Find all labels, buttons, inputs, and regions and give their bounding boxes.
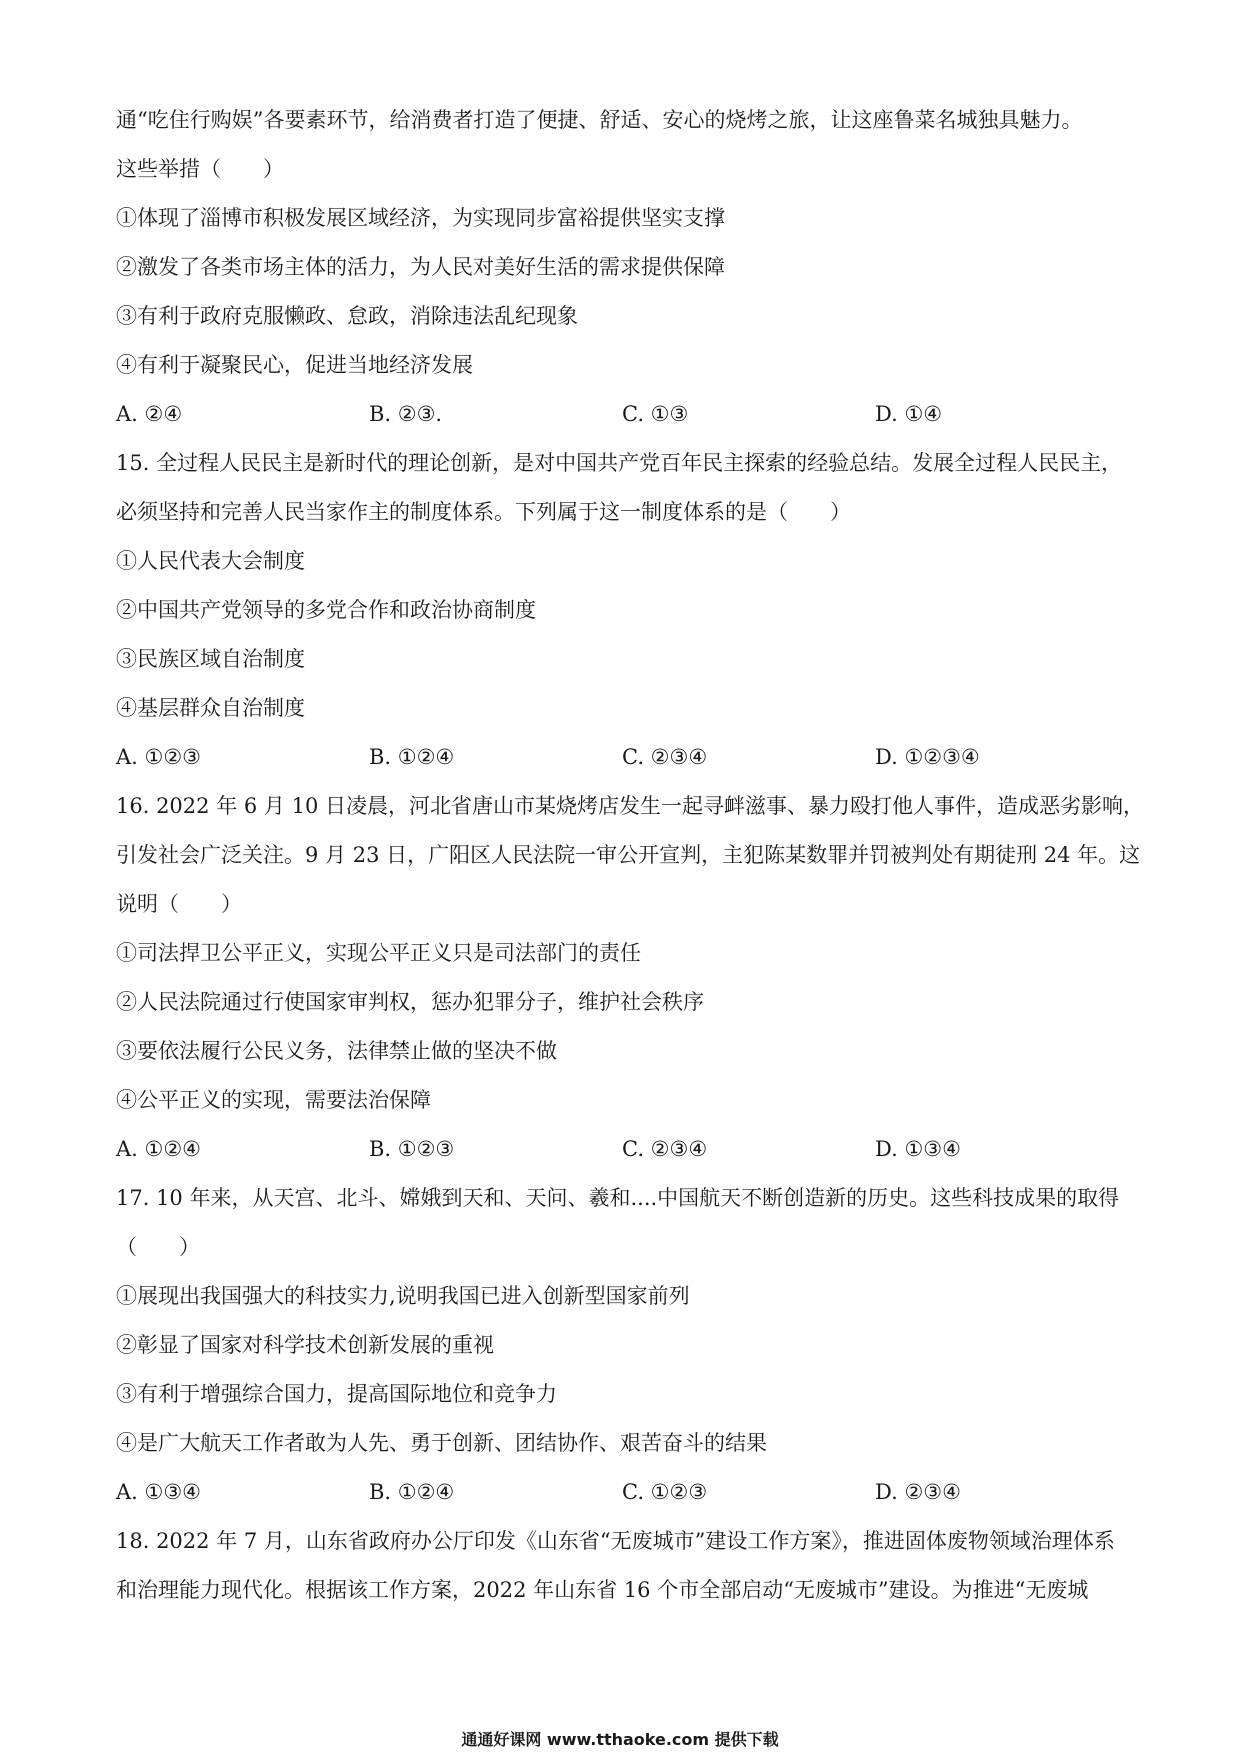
q15-option-a: A. ①②③ <box>116 745 201 769</box>
q15-options <box>116 733 1136 782</box>
q14-option-c: C. ①③ <box>622 402 689 426</box>
q15-option-c: C. ②③④ <box>622 745 708 769</box>
q15-option-d: D. ①②③④ <box>875 745 980 769</box>
q18-stem-line-1: 18. 2022 年 7 月，山东省政府办公厅印发《山东省“无废城市”建设工作方案》，推进固体废物领域治理体系 <box>116 1529 1115 1553</box>
q15-stem-line-1: 15. 全过程人民民主是新时代的理论创新，是对中国共产党百年民主探索的经验总结。发展全过程人民民主， <box>116 451 1123 475</box>
q14-item-1: ①体现了淄博市积极发展区域经济，为实现同步富裕提供坚实支撑 <box>116 206 725 230</box>
q16-item-1: ①司法捍卫公平正义，实现公平正义只是司法部门的责任 <box>116 941 641 965</box>
q16-item-2: ②人民法院通过行使国家审判权，惩办犯罪分子，维护社会秩序 <box>116 990 704 1014</box>
q18-stem-line-2: 和治理能力现代化。根据该工作方案，2022 年山东省 16 个市全部启动“无废城市”建设。为推进“无废城 <box>116 1578 1089 1602</box>
q17-stem-line-2: （ ） <box>116 1235 200 1259</box>
q16-options <box>116 1125 1136 1174</box>
q16-stem-line-3: 说明（ ） <box>116 892 242 916</box>
q14-stem-line-1: 通“吃住行购娱”各要素环节，给消费者打造了便捷、舒适、安心的烧烤之旅，让这座鲁菜名城独具魅力。 <box>116 108 1083 132</box>
q17-option-c: C. ①②③ <box>622 1480 708 1504</box>
q16-option-a: A. ①②④ <box>116 1137 201 1161</box>
q16-stem-line-1: 16. 2022 年 6 月 10 日凌晨，河北省唐山市某烧烤店发生一起寻衅滋事、暴力殴打他人事件，造成恶劣影响， <box>116 794 1144 818</box>
q16-item-4: ④公平正义的实现，需要法治保障 <box>116 1088 431 1112</box>
q16-option-b: B. ①②③ <box>369 1137 455 1161</box>
q14-item-4: ④有利于凝聚民心，促进当地经济发展 <box>116 353 473 377</box>
q17-option-a: A. ①③④ <box>116 1480 201 1504</box>
q17-item-1: ①展现出我国强大的科技实力,说明我国已进入创新型国家前列 <box>116 1284 690 1308</box>
q15-item-2: ②中国共产党领导的多党合作和政治协商制度 <box>116 598 536 622</box>
q15-item-4: ④基层群众自治制度 <box>116 696 305 720</box>
q17-item-3: ③有利于增强综合国力，提高国际地位和竞争力 <box>116 1382 557 1406</box>
q15-item-3: ③民族区域自治制度 <box>116 647 305 671</box>
q14-option-a: A. ②④ <box>116 402 183 426</box>
q14-options <box>116 390 1136 439</box>
q14-stem-line-2: 这些举措（ ） <box>116 157 284 181</box>
q17-option-b: B. ①②④ <box>369 1480 455 1504</box>
q16-option-d: D. ①③④ <box>875 1137 961 1161</box>
q14-option-d: D. ①④ <box>875 402 943 426</box>
q17-item-2: ②彰显了国家对科学技术创新发展的重视 <box>116 1333 494 1357</box>
q17-stem-line-1: 17. 10 年来，从天宫、北斗、嫦娥到天和、天问、羲和....中国航天不断创造新的历史。这些科技成果的取得 <box>116 1186 1120 1210</box>
q17-item-4: ④是广大航天工作者敢为人先、勇于创新、团结协作、艰苦奋斗的结果 <box>116 1431 767 1455</box>
q17-options <box>116 1468 1136 1517</box>
q15-option-b: B. ①②④ <box>369 745 455 769</box>
exam-page <box>116 96 1144 1615</box>
q16-item-3: ③要依法履行公民义务，法律禁止做的坚决不做 <box>116 1039 557 1063</box>
q15-stem-line-2: 必须坚持和完善人民当家作主的制度体系。下列属于这一制度体系的是（ ） <box>116 500 851 524</box>
q14-item-3: ③有利于政府克服懒政、怠政，消除违法乱纪现象 <box>116 304 578 328</box>
q14-item-2: ②激发了各类市场主体的活力，为人民对美好生活的需求提供保障 <box>116 255 725 279</box>
page-footer: 通通好课网 www.tthaoke.com 提供下载 <box>461 1730 779 1749</box>
q16-option-c: C. ②③④ <box>622 1137 708 1161</box>
q16-stem-line-2: 引发社会广泛关注。9 月 23 日，广阳区人民法院一审公开宣判，主犯陈某数罪并罚被判处有期徒刑 24 年。这 <box>116 843 1141 867</box>
q15-item-1: ①人民代表大会制度 <box>116 549 305 573</box>
q14-option-b: B. ②③. <box>369 402 443 426</box>
q17-option-d: D. ②③④ <box>875 1480 961 1504</box>
